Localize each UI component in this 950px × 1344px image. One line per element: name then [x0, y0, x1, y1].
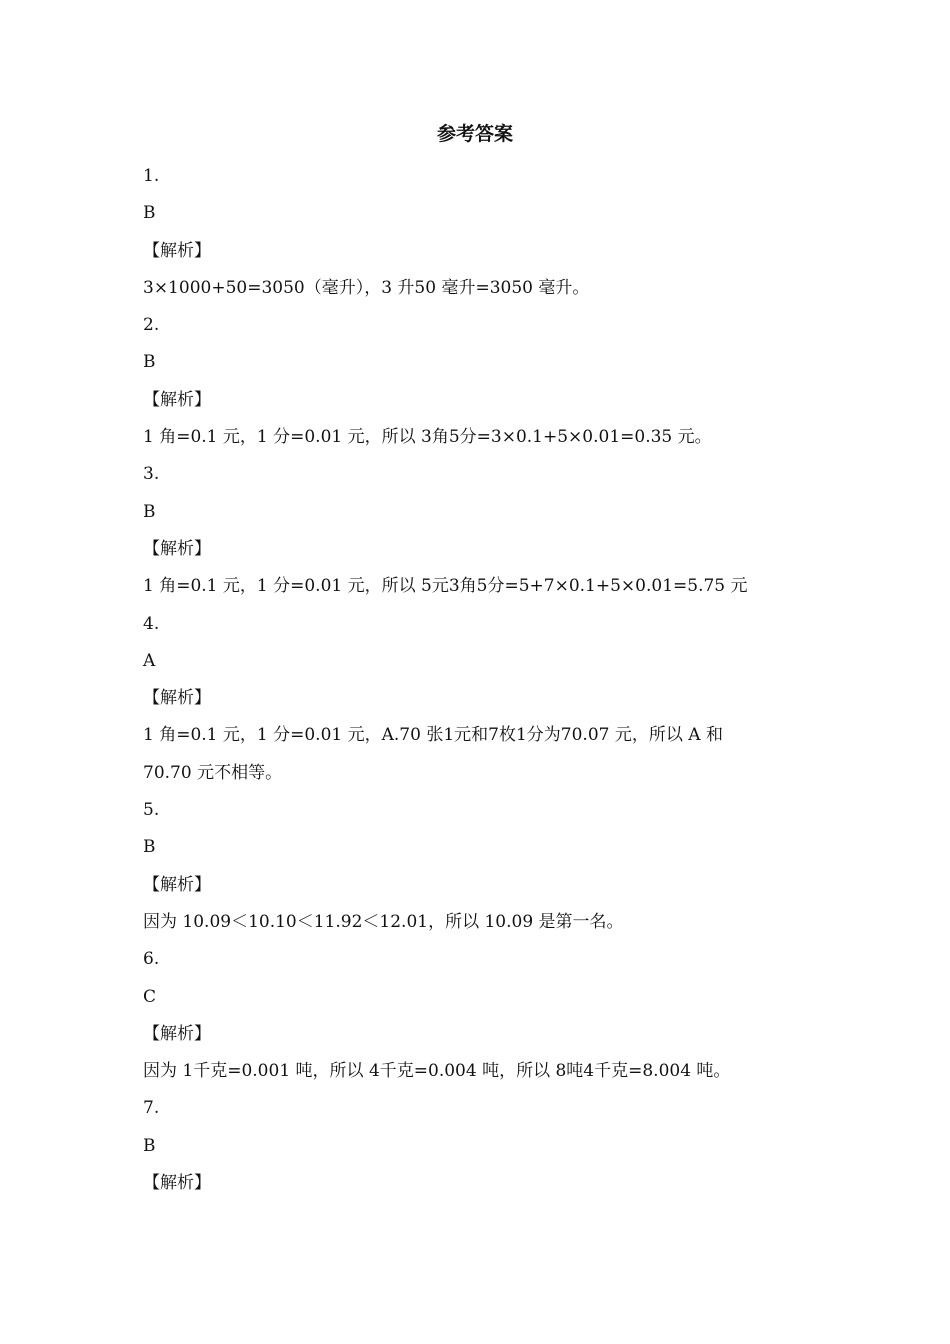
- explanation-label: 【解析】: [143, 874, 211, 895]
- question-number: 4.: [143, 613, 160, 634]
- answer-choice: B: [143, 1135, 156, 1156]
- explanation-label: 【解析】: [143, 1023, 211, 1044]
- page-title: 参考答案: [436, 123, 513, 145]
- explanation-text: 1 角=0.1 元，1 分=0.01 元，所以 3角5分=3×0.1+5×0.01=0.35 元。: [143, 427, 712, 448]
- question-number: 6.: [143, 949, 160, 970]
- answer-item-2: [143, 307, 763, 456]
- question-number: 7.: [143, 1098, 160, 1119]
- explanation-text: 因为 10.09＜10.10＜11.92＜12.01，所以 10.09 是第一名。: [143, 911, 624, 932]
- answer-choice: B: [143, 352, 156, 373]
- answer-item-7: [143, 1090, 763, 1202]
- explanation-text: 因为 1千克=0.001 吨，所以 4千克=0.004 吨，所以 8吨4千克=8.004 吨。: [143, 1061, 731, 1082]
- explanation-text: 3×1000+50=3050（毫升），3 升50 毫升=3050 毫升。: [143, 277, 590, 298]
- answer-list: [143, 158, 763, 1202]
- explanation-text: 1 角=0.1 元，1 分=0.01 元，A.70 张1元和7枚1分为70.07 元，所以 A 和 70.70 元不相等。: [143, 725, 723, 783]
- answer-item-1: [143, 158, 763, 307]
- explanation-label: 【解析】: [143, 538, 211, 559]
- question-number: 1.: [143, 166, 160, 186]
- answer-choice: B: [143, 501, 156, 522]
- question-number: 3.: [143, 464, 160, 485]
- answer-item-3: [143, 456, 763, 605]
- explanation-label: 【解析】: [143, 389, 211, 410]
- answer-choice: C: [143, 986, 157, 1007]
- question-number: 5.: [143, 800, 160, 821]
- answer-item-4: [143, 606, 763, 792]
- answer-item-6: [143, 941, 763, 1090]
- explanation-label: 【解析】: [143, 240, 211, 261]
- answer-choice: B: [143, 203, 156, 224]
- explanation-label: 【解析】: [143, 1173, 211, 1194]
- answer-item-5: [143, 792, 763, 941]
- answer-choice: B: [143, 837, 156, 858]
- question-number: 2.: [143, 315, 160, 336]
- explanation-text: 1 角=0.1 元，1 分=0.01 元，所以 5元3角5分=5+7×0.1+5×0.01=5.75 元: [143, 576, 748, 597]
- explanation-label: 【解析】: [143, 688, 211, 709]
- answer-choice: A: [143, 650, 156, 671]
